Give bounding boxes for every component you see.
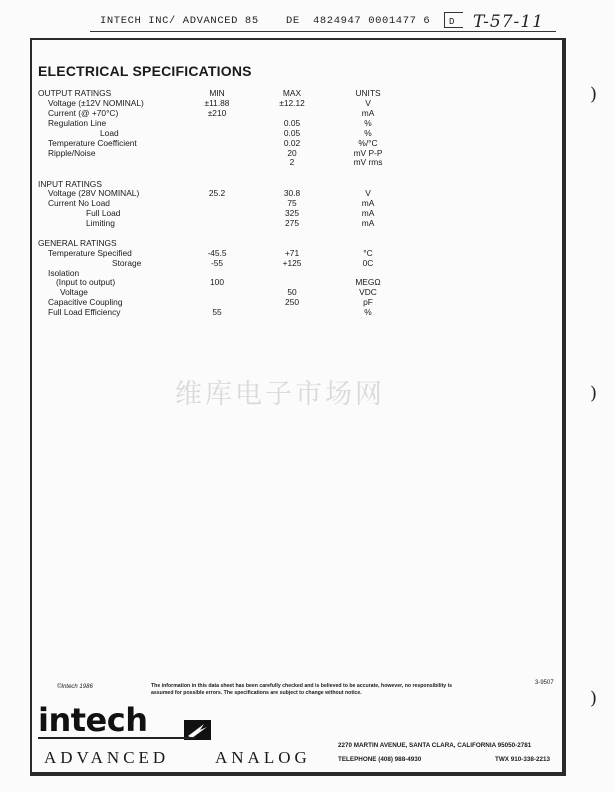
row-units: %/°C — [358, 138, 378, 148]
row-label: Full Load — [86, 208, 121, 218]
table-row — [0, 307, 614, 317]
table-row — [0, 248, 614, 258]
row-max: 20 — [287, 148, 297, 158]
row-min: 100 — [210, 277, 224, 287]
row-min: -55 — [210, 258, 224, 268]
row-label: Load — [100, 128, 119, 138]
table-row — [0, 297, 614, 307]
row-units: mV P-P — [353, 148, 383, 158]
row-label: Voltage (±12V NOMINAL) — [48, 98, 144, 108]
row-max: 0.05 — [283, 128, 301, 138]
row-units: mA — [361, 218, 375, 228]
page-title: ELECTRICAL SPECIFICATIONS — [38, 63, 252, 79]
row-min: ±11.88 — [204, 98, 230, 108]
row-units: mV rms — [353, 157, 383, 167]
section-heading-output: OUTPUT RATINGS — [38, 88, 112, 98]
column-header-row — [0, 88, 614, 98]
row-label: Temperature Coefficient — [48, 138, 137, 148]
margin-mark: ) — [590, 688, 598, 709]
row-label: Isolation — [48, 268, 80, 278]
row-units: VDC — [359, 287, 377, 297]
table-row — [0, 98, 614, 108]
section-heading-general: GENERAL RATINGS — [38, 238, 117, 248]
column-min: MIN — [209, 88, 225, 98]
logo-analog: ANALOG — [215, 748, 311, 767]
section-heading-input: INPUT RATINGS — [38, 179, 102, 189]
table-row — [0, 287, 614, 297]
row-label: Capacitive Coupling — [48, 297, 123, 307]
header-code: DE — [286, 15, 300, 27]
row-label: Full Load Efficiency — [48, 307, 121, 317]
table-row — [0, 188, 614, 198]
table-row — [0, 208, 614, 218]
row-max: 275 — [285, 218, 299, 228]
table-row — [0, 118, 614, 128]
row-min: -45.5 — [207, 248, 227, 258]
row-units: V — [365, 98, 371, 108]
table-row — [0, 218, 614, 228]
column-max: MAX — [282, 88, 302, 98]
row-max: 325 — [285, 208, 299, 218]
company-twx: TWX 910-338-2213 — [495, 756, 550, 763]
logo-underline — [38, 737, 195, 739]
row-units: % — [364, 128, 372, 138]
row-max: 250 — [285, 297, 299, 307]
row-label: Regulation Line — [48, 118, 107, 128]
row-label: (Input to output) — [56, 277, 116, 287]
copyright-text: ©Intech 1986 — [57, 684, 93, 690]
row-units: V — [365, 188, 371, 198]
row-max: 2 — [289, 157, 295, 167]
row-max: 50 — [287, 287, 297, 297]
row-units: 0C — [362, 258, 374, 268]
table-row — [0, 157, 614, 167]
table-row — [0, 258, 614, 268]
row-label: Limiting — [86, 218, 115, 228]
row-label: Ripple/Noise — [48, 148, 96, 158]
row-max: ±12.12 — [279, 98, 305, 108]
margin-mark: ) — [590, 383, 598, 404]
header-box: D — [444, 12, 463, 28]
handwritten-note: T-57-11 — [473, 12, 544, 32]
document-number: 3-9507 — [535, 680, 554, 686]
row-units: pF — [363, 297, 373, 307]
section-row — [0, 238, 614, 248]
header-number: 4824947 0001477 6 — [313, 15, 431, 27]
row-label: Voltage (28V NOMINAL) — [48, 188, 140, 198]
row-max: +71 — [284, 248, 300, 258]
company-telephone: TELEPHONE (408) 988-4930 — [338, 756, 422, 763]
row-max: 0.05 — [283, 118, 301, 128]
logo-advanced: ADVANCED — [44, 748, 170, 767]
table-row — [0, 108, 614, 118]
row-label: Current (@ +70°C) — [48, 108, 119, 118]
row-min: ±210 — [207, 108, 227, 118]
row-max: +125 — [282, 258, 302, 268]
intech-logo: intech — [38, 701, 148, 739]
table-row — [0, 198, 614, 208]
row-units: mA — [361, 198, 375, 208]
row-label: Current No Load — [48, 198, 110, 208]
row-label: Temperature Specified — [48, 248, 132, 258]
table-row — [0, 138, 614, 148]
table-row — [0, 277, 614, 287]
row-units: mA — [361, 208, 375, 218]
row-max: 30.8 — [283, 188, 301, 198]
row-label: Voltage — [60, 287, 88, 297]
row-max: 0.02 — [283, 138, 301, 148]
column-units: UNITS — [355, 88, 381, 98]
header-company: INTECH INC/ ADVANCED 85 — [100, 15, 259, 27]
row-units: MEGΩ — [355, 277, 381, 287]
watermark-text: 维库电子市场网 — [175, 379, 385, 410]
disclaimer-text: The information in this data sheet has been carefully checked and is believed to be accurate, however, no responsibility is assumed for possible errors. The specifications are subject to change without notice. — [151, 683, 452, 696]
row-label: Storage — [112, 258, 142, 268]
row-units: mA — [361, 108, 375, 118]
margin-mark: ) — [590, 84, 598, 105]
row-units: % — [364, 118, 372, 128]
row-units: °C — [363, 248, 373, 258]
row-max: 75 — [287, 198, 297, 208]
row-units: % — [364, 307, 372, 317]
company-address: 2270 MARTIN AVENUE, SANTA CLARA, CALIFORNIA 95050-2781 — [338, 742, 532, 749]
row-min: 25.2 — [208, 188, 226, 198]
row-min: 55 — [212, 307, 222, 317]
table-row — [0, 128, 614, 138]
